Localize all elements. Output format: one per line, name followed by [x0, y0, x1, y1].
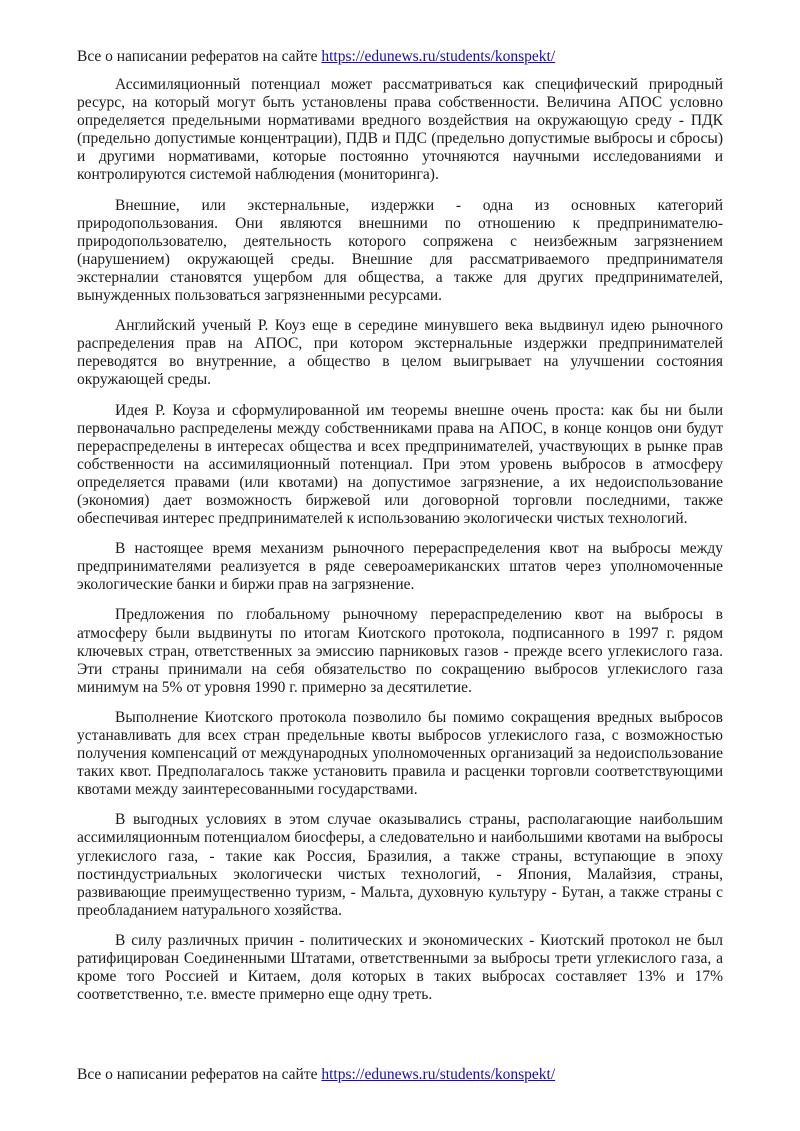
paragraph-3: Английский ученый Р. Коуз еще в середине минувшего века выдвинул идею рыночного распределения прав на АПОС, при котором экстернальные издержки предпринимателей переводятся во внутренние, а общество в целом выигрывает на улучшении состояния окружающей среды. — [77, 317, 723, 389]
paragraph-1: Ассимиляционный потенциал может рассматриваться как специфический природный ресурс, на который могут быть установлены права собственности. Величина АПОС условно определяется предельными нормативами вредного воздействия на окружающую среду - ПДК (предельно допустимые концентрации), ПДВ и ПДС (предельно допустимые выбросы и сбросы) и другими нормативами, которые постоянно уточняются научными исследованиями и контролируются системой наблюдения (мониторинга). — [77, 76, 723, 184]
paragraph-8: В выгодных условиях в этом случае оказывались страны, располагающие наибольшим ассимиляционным потенциалом биосферы, а следовательно и наибольшими квотами на выбросы углекислого газа, - такие как Россия, Бразилия, а также страны, вступающие в эпоху постиндустриальных экологически чистых технологий, - Япония, Малайзия, страны, развивающие преимущественно туризм, - Мальта, духовную культуру - Бутан, а также страны с преобладанием натурального хозяйства. — [77, 811, 723, 919]
footer-link[interactable]: https://edunews.ru/students/konspekt/ — [321, 1066, 556, 1083]
paragraph-9: В силу различных причин - политических и экономических - Киотский протокол не был ратифицирован Соединенными Штатами, ответственными за выбросы трети углекислого газа, а кроме того Россией и Китаем, доля которых в таких выбросах составляет 13% и 17% соответственно, т.е. вместе примерно еще одну треть. — [77, 931, 723, 1004]
page-header — [77, 46, 555, 68]
footer-text: Все о написании рефератов на сайте — [77, 1066, 322, 1083]
paragraph-5: В настоящее время механизм рыночного перераспределения квот на выбросы между предпринимателями реализуется в ряде североамериканских штатов через уполномоченные экологические банки и биржи прав на загрязнение. — [77, 540, 723, 594]
paragraph-7: Выполнение Киотского протокола позволило бы помимо сокращения вредных выбросов устанавливать для всех стран предельные квоты выбросов углекислого газа, с возможностью получения компенсаций от международных уполномоченных организаций за недоиспользование таких квот. Предполагалось также установить правила и расценки торговли соответствующими квотами между заинтересованными государствами. — [77, 708, 723, 799]
paragraph-6: Предложения по глобальному рыночному перераспределению квот на выбросы в атмосферу были выдвинуты по итогам Киотского протокола, подписанного в 1997 г. рядом ключевых стран, ответственных за эмиссию парниковых газов - прежде всего углекислого газа. Эти страны принимали на себя обязательство по сокращению выбросов углекислого газа минимум на 5% от уровня 1990 г. примерно за десятилетие. — [77, 606, 723, 696]
document-body — [77, 76, 723, 1016]
header-link[interactable]: https://edunews.ru/students/konspekt/ — [321, 48, 556, 65]
header-text: Все о написании рефератов на сайте — [77, 48, 322, 65]
paragraph-2: Внешние, или экстернальные, издержки - одна из основных категорий природопользования. Они являются внешними по отношению к предпринимателю-природопользователю, деятельность которого сопряжена с неизбежным загрязнением (нарушением) окружающей среды. Внешние для рассматриваемого предпринимателя экстерналии становятся ущербом для общества, а также для других предпринимателей, вынужденных пользоваться загрязненными ресурсами. — [77, 196, 723, 305]
paragraph-4: Идея Р. Коуза и сформулированной им теоремы внешне очень проста: как бы ни были первоначально распределены между собственниками права на АПОС, в конце концов они будут перераспределены в интересах общества и всех предпринимателей, участвующих в рынке прав собственности на ассимиляционный потенциал. При этом уровень выбросов в атмосферу определяется правами (или квотами) на допустимое загрязнение, а их недоиспользование (экономия) дает возможность биржевой или договорной торговли последними, также обеспечивая интерес предпринимателей к использованию экологически чистых технологий. — [77, 401, 723, 528]
page-footer — [77, 1064, 555, 1086]
